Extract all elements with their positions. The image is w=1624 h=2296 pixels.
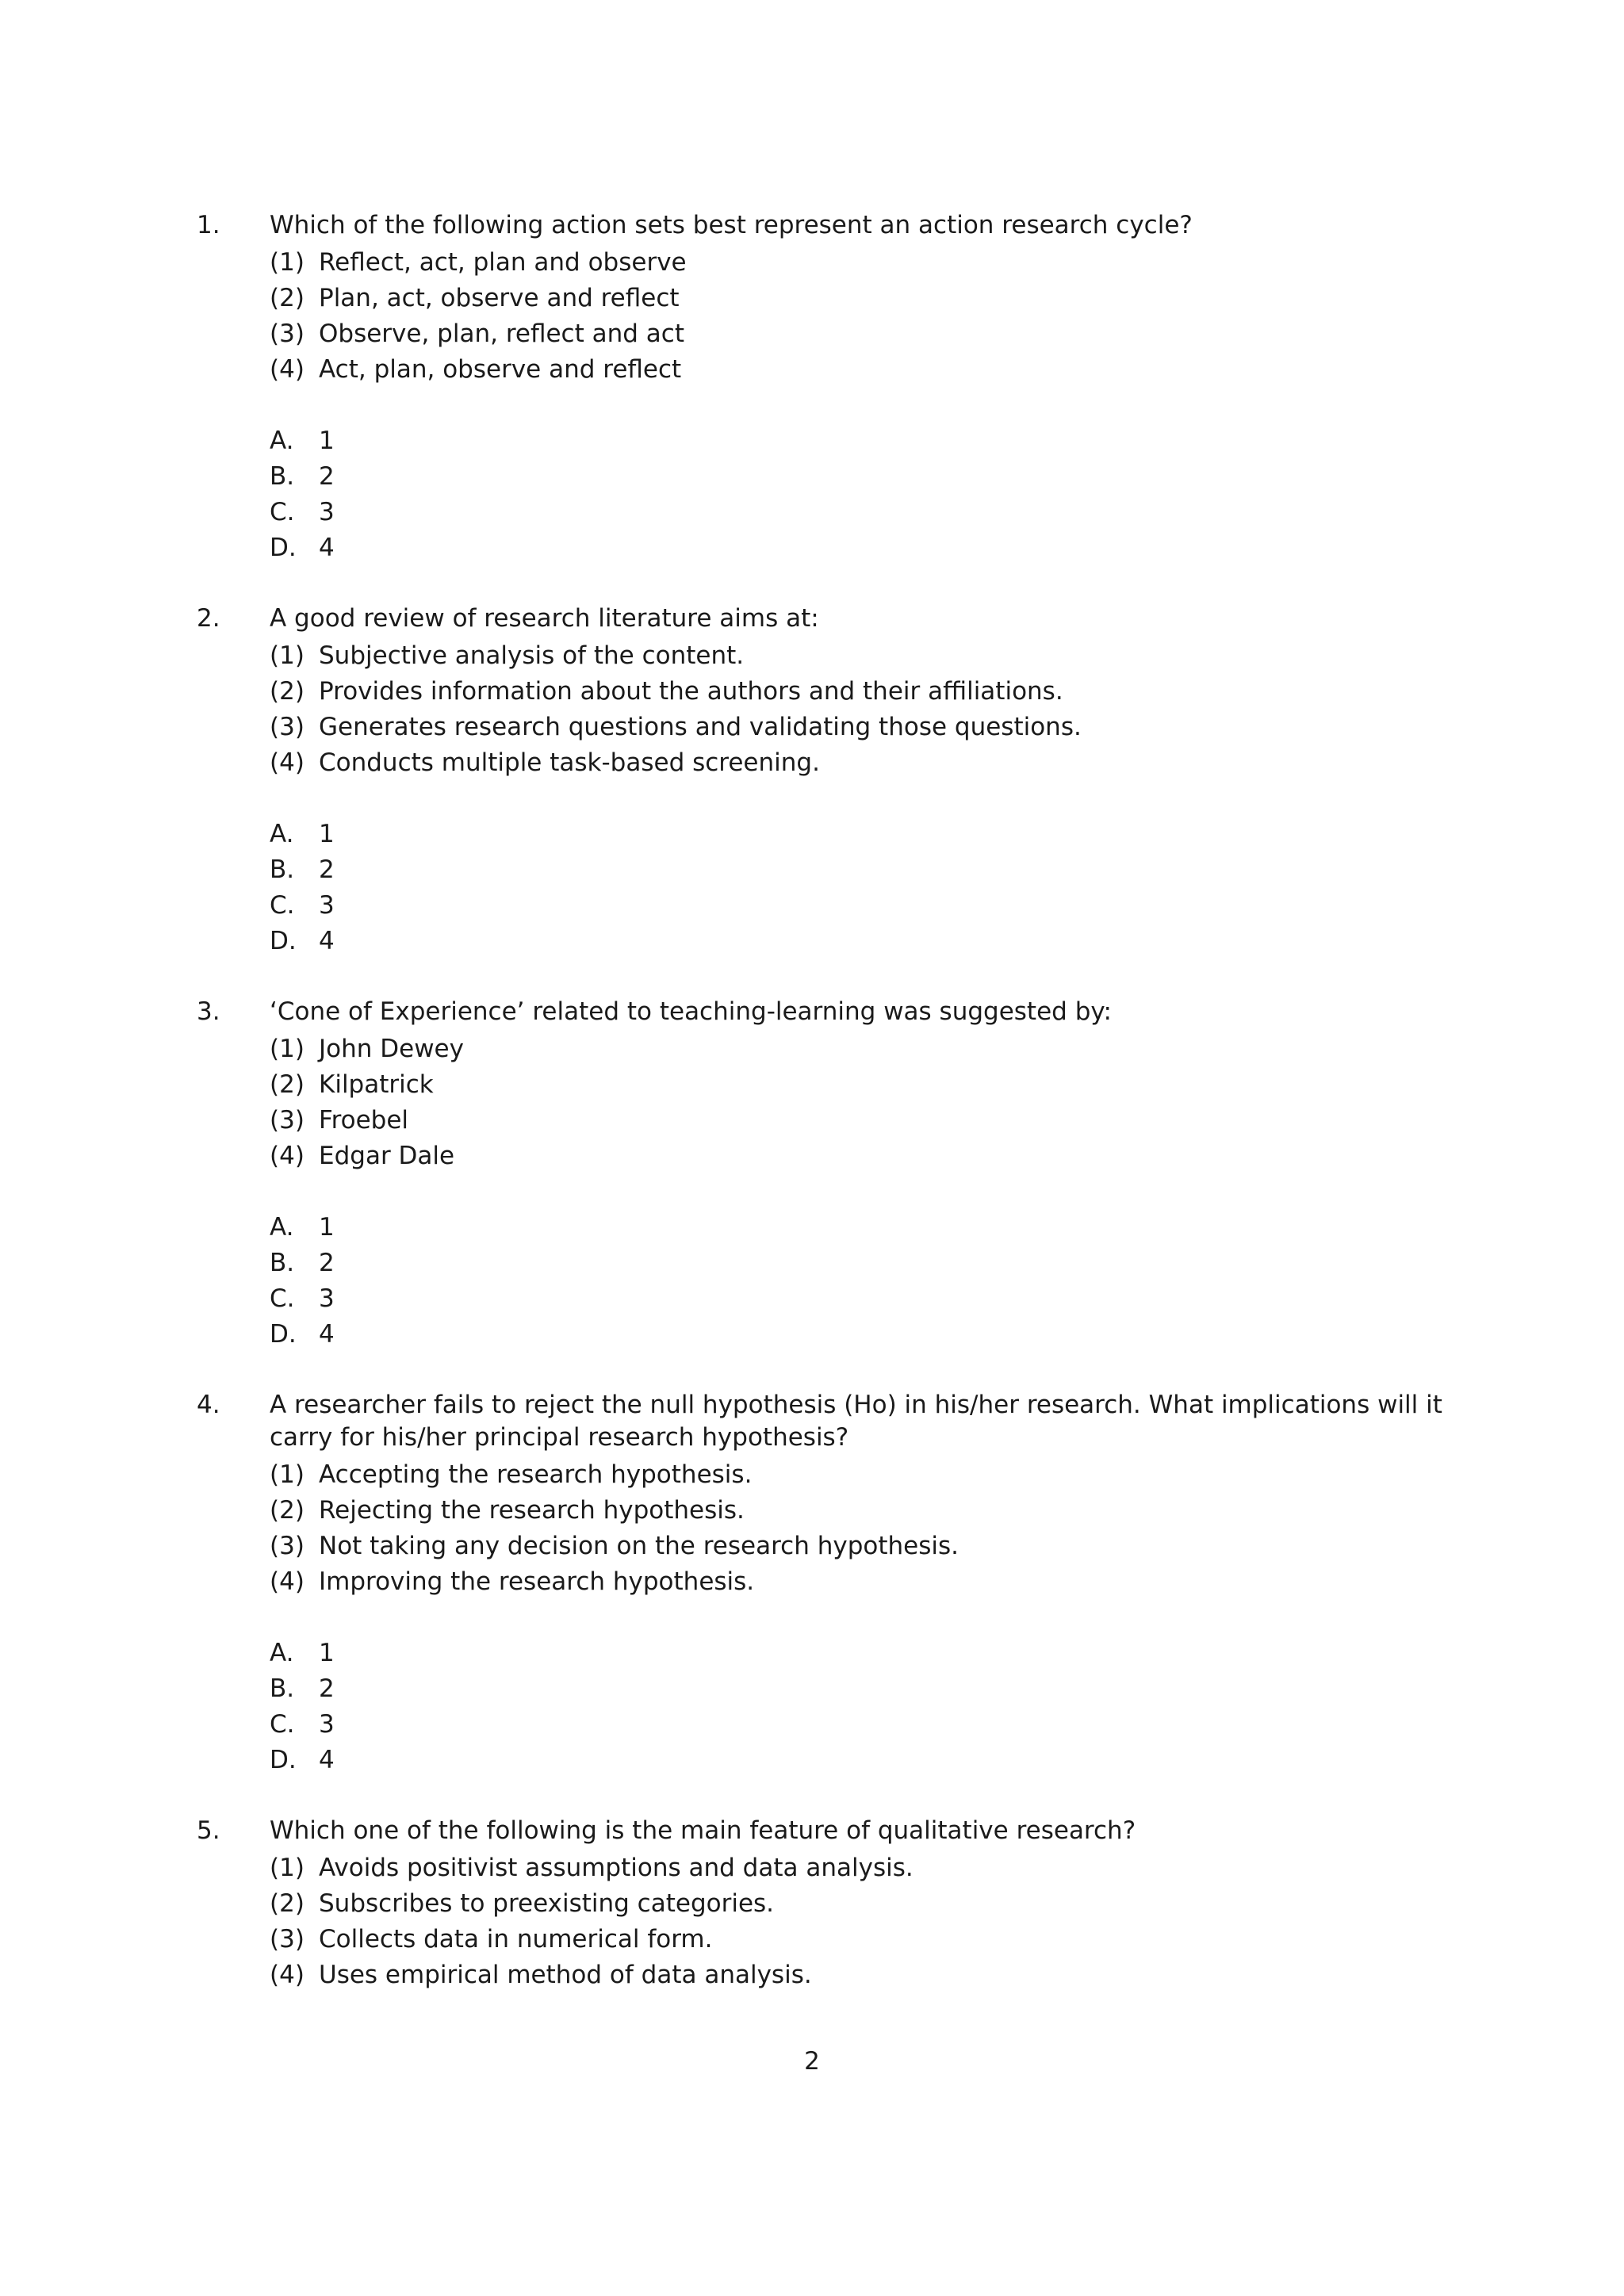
answer-choice: [270, 888, 1481, 924]
question-number: 2.: [197, 604, 220, 633]
answer-choice-list: [270, 1210, 1481, 1353]
answer-letter: B.: [270, 1249, 295, 1277]
answer-choice-list: [270, 817, 1481, 959]
option-number: (4): [270, 1567, 304, 1596]
option-text: Collects data in numerical form.: [319, 1925, 713, 1954]
question-4: [197, 1387, 1481, 1778]
answer-value: 1: [319, 1213, 335, 1242]
option-number: (3): [270, 1106, 304, 1135]
question-text: Which of the following action sets best represent an action research cycle?: [270, 211, 1193, 239]
option-item: [270, 1103, 1481, 1138]
answer-letter: B.: [270, 855, 295, 884]
answer-value: 2: [319, 1249, 335, 1277]
option-number: (1): [270, 1035, 304, 1063]
option-text: Subscribes to preexisting categories.: [319, 1889, 775, 1918]
answer-value: 3: [319, 498, 335, 526]
question-5: [197, 1813, 1481, 1993]
answer-choice: [270, 1671, 1481, 1707]
option-item: [270, 674, 1481, 710]
answer-letter: B.: [270, 462, 295, 491]
answer-letter: A.: [270, 820, 294, 848]
option-item: [270, 1031, 1481, 1067]
question-body: [270, 1813, 1481, 1993]
answer-value: 2: [319, 462, 335, 491]
answer-letter: C.: [270, 1710, 295, 1739]
option-list: [270, 245, 1481, 388]
option-text: John Dewey: [319, 1035, 464, 1063]
answer-letter: D.: [270, 927, 297, 955]
option-text: Provides information about the authors and their affiliations.: [319, 677, 1063, 706]
question-text: Which one of the following is the main feature of qualitative research?: [270, 1816, 1136, 1845]
option-number: (3): [270, 1532, 304, 1560]
option-item: [270, 1457, 1481, 1493]
answer-letter: C.: [270, 891, 295, 920]
answer-value: 2: [319, 1674, 335, 1703]
option-item: [270, 1138, 1481, 1174]
answer-choice: [270, 1317, 1481, 1353]
answer-choice: [270, 495, 1481, 530]
option-item: [270, 1957, 1481, 1993]
option-text: Subjective analysis of the content.: [319, 641, 745, 670]
option-number: (2): [270, 284, 304, 312]
question-3: [197, 994, 1481, 1353]
option-number: (3): [270, 1925, 304, 1954]
answer-choice: [270, 852, 1481, 888]
answer-letter: D.: [270, 1320, 297, 1349]
option-number: (1): [270, 1854, 304, 1882]
option-list: [270, 1031, 1481, 1174]
answer-choice: [270, 459, 1481, 495]
question-body: [270, 208, 1481, 566]
answer-value: 1: [319, 1639, 335, 1667]
answer-value: 4: [319, 927, 335, 955]
question-row: [197, 601, 1481, 959]
question-row: [197, 1387, 1481, 1778]
option-text: Not taking any decision on the research hypothesis.: [319, 1532, 959, 1560]
option-text: Observe, plan, reflect and act: [319, 320, 684, 348]
option-text: Conducts multiple task-based screening.: [319, 748, 820, 777]
answer-choice: [270, 1281, 1481, 1317]
question-2: [197, 601, 1481, 959]
option-item: [270, 1493, 1481, 1529]
option-number: (4): [270, 355, 304, 384]
option-list: [270, 1457, 1481, 1600]
page-number: 2: [804, 2047, 820, 2076]
option-item: [270, 352, 1481, 388]
question-body: [270, 994, 1481, 1353]
answer-value: 3: [319, 1710, 335, 1739]
answer-letter: A.: [270, 427, 294, 455]
option-item: [270, 281, 1481, 316]
answer-letter: A.: [270, 1213, 294, 1242]
option-item: [270, 1564, 1481, 1600]
option-text: Uses empirical method of data analysis.: [319, 1961, 812, 1989]
question-text: A researcher fails to reject the null hypothesis (Ho) in his/her research. What implications will it carry for his/her principal research hypothesis?: [270, 1391, 1442, 1452]
option-text: Generates research questions and validating those questions.: [319, 713, 1082, 741]
answer-letter: C.: [270, 1284, 295, 1313]
answer-value: 4: [319, 1320, 335, 1349]
option-text: Rejecting the research hypothesis.: [319, 1496, 745, 1525]
answer-choice: [270, 1707, 1481, 1743]
answer-choice: [270, 1743, 1481, 1778]
question-text: A good review of research literature aims at:: [270, 604, 819, 633]
answer-value: 2: [319, 855, 335, 884]
option-number: (3): [270, 320, 304, 348]
option-text: Kilpatrick: [319, 1070, 434, 1099]
option-text: Edgar Dale: [319, 1142, 455, 1170]
option-item: [270, 316, 1481, 352]
answer-letter: B.: [270, 1674, 295, 1703]
option-text: Accepting the research hypothesis.: [319, 1460, 753, 1489]
option-text: Froebel: [319, 1106, 409, 1135]
option-item: [270, 1067, 1481, 1103]
option-number: (2): [270, 1070, 304, 1099]
option-item: [270, 745, 1481, 781]
option-text: Avoids positivist assumptions and data analysis.: [319, 1854, 914, 1882]
answer-letter: D.: [270, 1746, 297, 1774]
option-number: (1): [270, 1460, 304, 1489]
answer-choice: [270, 530, 1481, 566]
answer-choice: [270, 1636, 1481, 1671]
question-1: [197, 208, 1481, 566]
option-number: (3): [270, 713, 304, 741]
option-number: (4): [270, 1142, 304, 1170]
option-number: (2): [270, 1889, 304, 1918]
option-number: (4): [270, 1961, 304, 1989]
option-text: Improving the research hypothesis.: [319, 1567, 755, 1596]
answer-choice: [270, 1246, 1481, 1281]
option-item: [270, 638, 1481, 674]
answer-value: 3: [319, 891, 335, 920]
question-body: [270, 1387, 1481, 1778]
question-list: [197, 208, 1481, 2028]
answer-choice-list: [270, 423, 1481, 566]
answer-choice-list: [270, 1636, 1481, 1778]
option-list: [270, 638, 1481, 781]
question-row: [197, 1813, 1481, 1993]
question-row: [197, 208, 1481, 566]
option-item: [270, 1922, 1481, 1957]
option-item: [270, 1850, 1481, 1886]
answer-choice: [270, 924, 1481, 959]
answer-choice: [270, 423, 1481, 459]
question-body: [270, 601, 1481, 959]
option-item: [270, 710, 1481, 745]
question-text: ‘Cone of Experience’ related to teaching-learning was suggested by:: [270, 997, 1112, 1026]
option-number: (4): [270, 748, 304, 777]
question-number: 3.: [197, 997, 220, 1026]
option-item: [270, 245, 1481, 281]
option-list: [270, 1850, 1481, 1993]
option-number: (2): [270, 677, 304, 706]
option-text: Plan, act, observe and reflect: [319, 284, 680, 312]
answer-value: 3: [319, 1284, 335, 1313]
answer-letter: A.: [270, 1639, 294, 1667]
answer-value: 4: [319, 1746, 335, 1774]
option-text: Reflect, act, plan and observe: [319, 248, 687, 277]
answer-letter: D.: [270, 534, 297, 562]
answer-value: 1: [319, 427, 335, 455]
answer-value: 4: [319, 534, 335, 562]
option-item: [270, 1886, 1481, 1922]
question-number: 4.: [197, 1391, 220, 1419]
question-number: 5.: [197, 1816, 220, 1845]
option-item: [270, 1529, 1481, 1564]
answer-value: 1: [319, 820, 335, 848]
answer-letter: C.: [270, 498, 295, 526]
question-row: [197, 994, 1481, 1353]
option-text: Act, plan, observe and reflect: [319, 355, 682, 384]
answer-choice: [270, 1210, 1481, 1246]
answer-choice: [270, 817, 1481, 852]
option-number: (2): [270, 1496, 304, 1525]
question-number: 1.: [197, 211, 220, 239]
option-number: (1): [270, 641, 304, 670]
option-number: (1): [270, 248, 304, 277]
